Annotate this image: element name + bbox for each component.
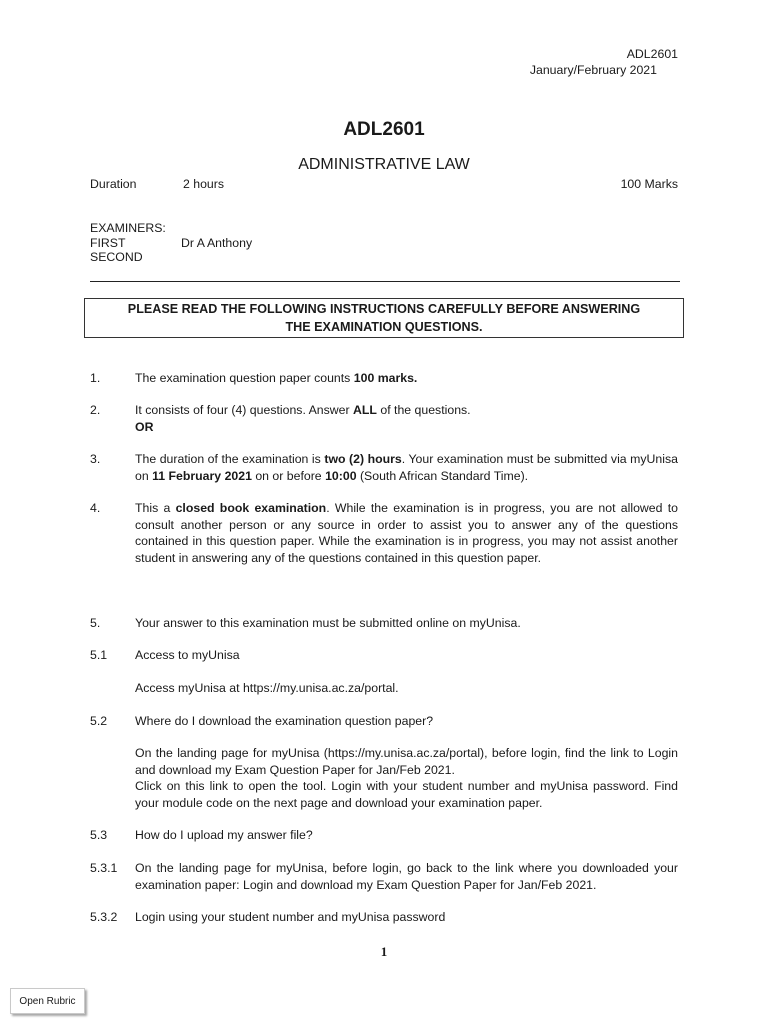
item-3-number: 3. (90, 452, 101, 466)
item-5-2-heading: Where do I download the examination question paper? (135, 714, 434, 728)
item-5-2-number: 5.2 (90, 714, 108, 728)
first-examiner-label: FIRST (90, 236, 126, 250)
header-module-code: ADL2601 (626, 47, 678, 61)
item-5-3-number: 5.3 (90, 828, 108, 842)
item-5-1-text: Access myUnisa at https://my.unisa.ac.za/portal. (135, 681, 399, 695)
item-5-3-2-number: 5.3.2 (90, 910, 118, 924)
item-5-1-number: 5.1 (90, 648, 108, 662)
item-5-3-1-number: 5.3.1 (90, 861, 118, 875)
open-rubric-button[interactable]: Open Rubric (10, 988, 85, 1014)
instructions-box (84, 298, 684, 338)
instructions-line-1: PLEASE READ THE FOLLOWING INSTRUCTIONS CAREFULLY BEFORE ANSWERING (127, 302, 641, 316)
item-5-1-heading: Access to myUnisa (135, 648, 240, 662)
item-5-number: 5. (90, 616, 101, 630)
instructions-line-2: THE EXAMINATION QUESTIONS. (285, 320, 483, 334)
divider (90, 281, 680, 282)
item-5-3-1-text: On the landing page for myUnisa, before login, go back to the link where you downloaded your examination paper: Login and download my Exam Question Paper for Jan/Feb 2021. (135, 861, 678, 892)
total-marks: 100 Marks (620, 177, 678, 191)
item-2-number: 2. (90, 403, 101, 417)
header-session: January/February 2021 (529, 63, 657, 77)
item-2-text: It consists of four (4) questions. Answer ALL of the questions. OR (135, 403, 471, 434)
item-3-text: The duration of the examination is two (2) hours. Your examination must be submitted via myUnisa on 11 February 2021 on or before 10:00 (South African Standard Time). (135, 452, 678, 483)
page-number: 1 (380, 944, 388, 959)
page-title: ADMINISTRATIVE LAW (298, 156, 470, 173)
item-5-2-text (135, 745, 678, 811)
item-4-number: 4. (90, 501, 101, 515)
second-examiner-label: SECOND (90, 250, 143, 264)
item-5-3-2-text: Login using your student number and myUnisa password (135, 910, 446, 924)
item-5-3-heading: How do I upload my answer file? (135, 828, 313, 842)
item-2-or: OR (135, 419, 154, 434)
item-1-text: The examination question paper counts 100 marks. (135, 371, 418, 385)
duration-value: 2 hours (183, 177, 225, 191)
item-5-2-paragraph-1: On the landing page for myUnisa (https://my.unisa.ac.za/portal), before login, find the link to Login and download my Exam Question Paper for Jan/Feb 2021. (135, 746, 678, 777)
item-5-text: Your answer to this examination must be submitted online on myUnisa. (135, 616, 521, 630)
duration-label: Duration (90, 177, 137, 191)
item-4-text: This a closed book examination. While the examination is in progress, you are not allowed to consult another person or any source in order to assist you to answer any of the questions contained in this question paper. While the examination is in progress, you may not assist another student in answering any of the questions contained in this question paper. (135, 501, 678, 565)
item-1-number: 1. (90, 371, 101, 385)
first-examiner-name: Dr A Anthony (181, 236, 253, 250)
item-5-2-paragraph-2: Click on this link to open the tool. Login with your student number and myUnisa password. Find your module code on the next page and download your examination paper. (135, 779, 678, 810)
examiners-label: EXAMINERS: (90, 221, 166, 235)
title-module-code: ADL2601 (343, 119, 425, 140)
